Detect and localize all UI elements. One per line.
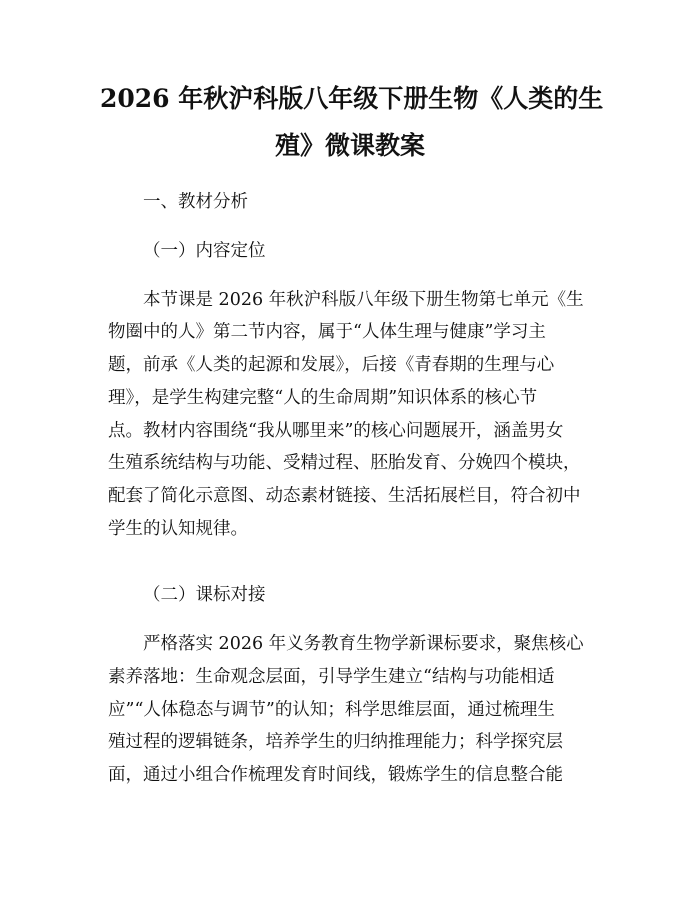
paragraph-line: 本节课是 2026 年秋沪科版八年级下册生物第七单元《生 bbox=[143, 290, 584, 310]
section-heading: 一、教材分析 bbox=[143, 192, 248, 212]
document-title-line-1: 2026 年秋沪科版八年级下册生物《人类的生 bbox=[100, 84, 604, 113]
paragraph-line: 殖过程的逻辑链条，培养学生的归纳推理能力；科学探究层 bbox=[108, 732, 563, 752]
paragraph-line: 物圈中的人》第二节内容，属于“人体生理与健康”学习主 bbox=[108, 322, 546, 342]
subsection-heading: （二）课标对接 bbox=[143, 585, 266, 605]
paragraph-line: 生殖系统结构与功能、受精过程、胚胎发育、分娩四个模块， bbox=[108, 453, 581, 473]
paragraph-line: 严格落实 2026 年义务教育生物学新课标要求，聚焦核心 bbox=[143, 634, 584, 654]
subsection-heading: （一）内容定位 bbox=[143, 241, 266, 261]
paragraph-line: 素养落地：生命观念层面，引导学生建立“结构与功能相适 bbox=[108, 667, 555, 687]
paragraph-line: 面，通过小组合作梳理发育时间线，锻炼学生的信息整合能 bbox=[108, 765, 563, 785]
paragraph-line: 理》，是学生构建完整“人的生命周期”知识体系的核心节 bbox=[108, 388, 538, 408]
paragraph-line: 点。教材内容围绕“我从哪里来”的核心问题展开，涵盖男女 bbox=[108, 421, 564, 441]
paragraph-line: 配套了简化示意图、动态素材链接、生活拓展栏目，符合初中 bbox=[108, 486, 581, 506]
document-title-line-2: 殖》微课教案 bbox=[274, 131, 425, 160]
paragraph-line: 题，前承《人类的起源和发展》，后接《青春期的生理与心 bbox=[108, 355, 555, 375]
paragraph-line: 学生的认知规律。 bbox=[108, 519, 248, 539]
paragraph-line: 应”“人体稳态与调节”的认知；科学思维层面，通过梳理生 bbox=[108, 700, 555, 720]
